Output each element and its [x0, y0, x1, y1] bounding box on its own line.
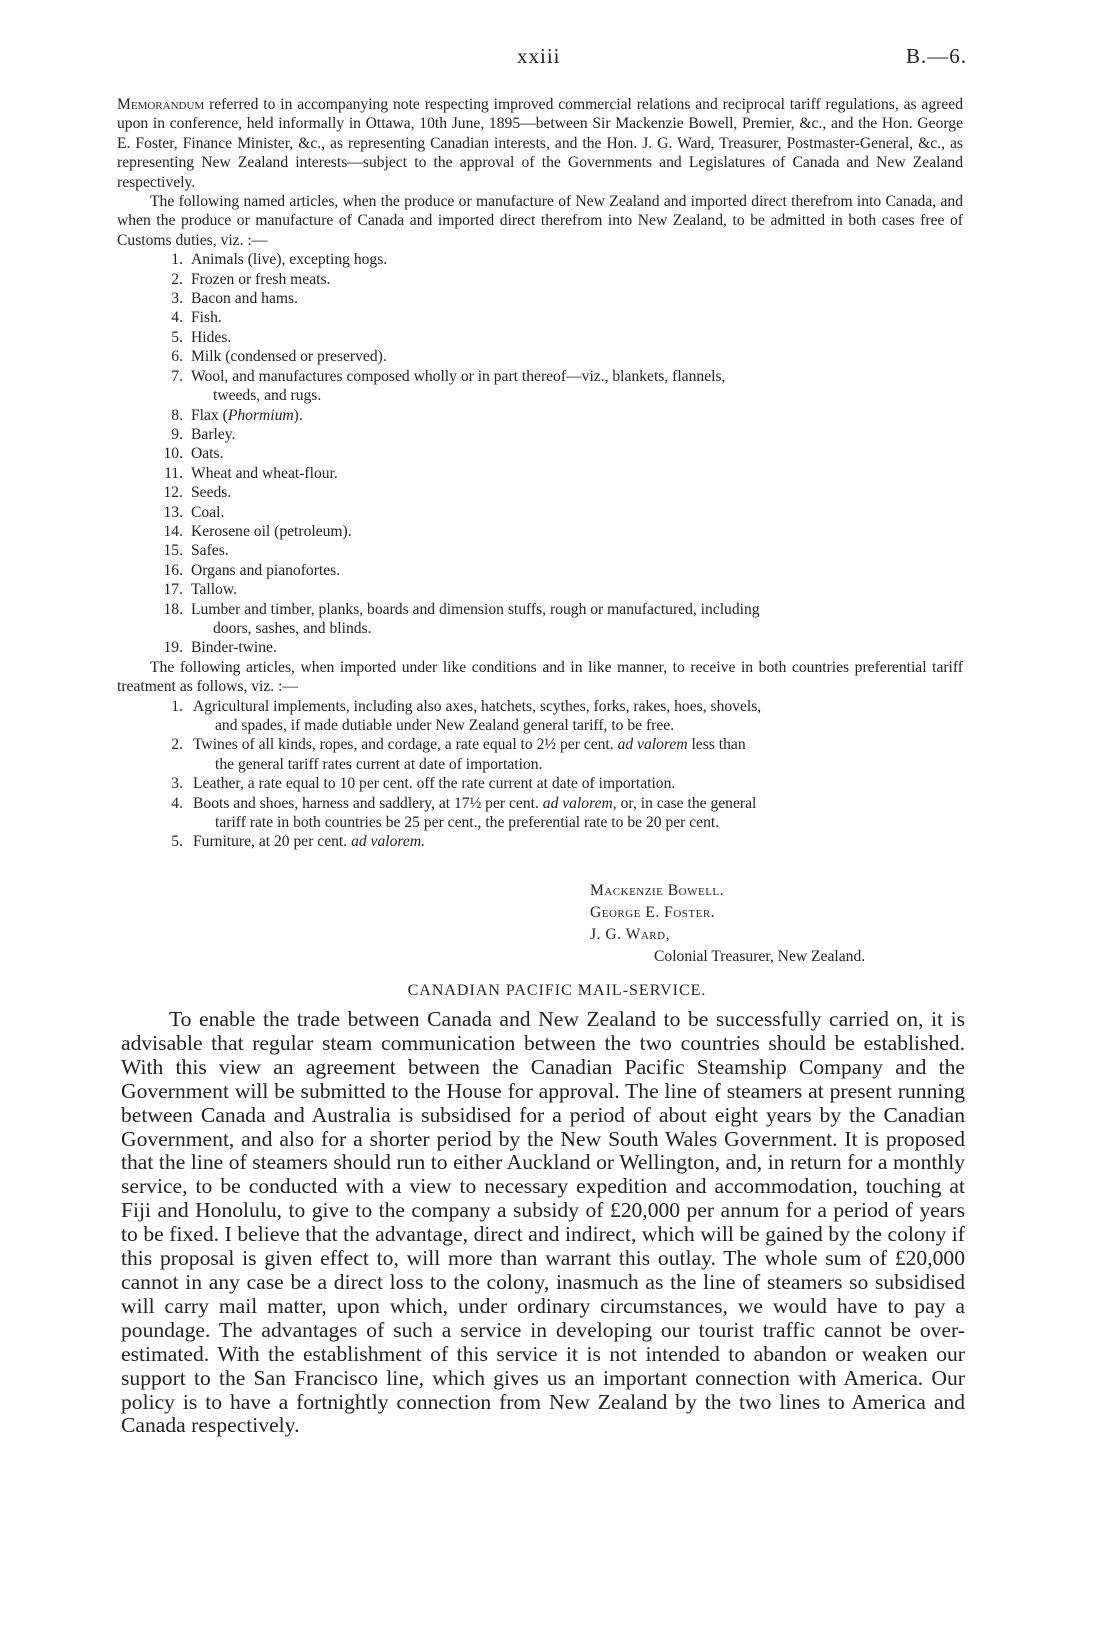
list-item: 5. Hides.	[171, 328, 232, 346]
preferential-articles-list	[117, 697, 963, 852]
list-item: 6. Milk (condensed or preserved).	[171, 348, 387, 366]
free-articles-intro: The following named articles, when the produce or manufacture of New Zealand and imported direct therefrom into Canada, and when the produce or manufacture of Canada and imported direct therefrom into New Zealand, to be admitted in both cases free of Customs duties, viz. :—	[117, 193, 963, 249]
list-item: 3. Bacon and hams.	[171, 290, 298, 308]
section-body	[121, 1008, 965, 1438]
page-number: xxiii	[517, 44, 561, 68]
list-item: 12. Seeds.	[163, 484, 232, 502]
list-item: 4. Fish.	[171, 309, 222, 327]
body-paragraph: To enable the trade between Canada and New Zealand to be successfully carried on, it is advisable that regular steam communication between the two countries should be established. With this view an agreement between the Canadian Pacific Steamship Company and the Government will be submitted to the House for approval. The line of steamers at present running between Canada and Australia is subsidised for a period of about eight years by the Canadian Government, and also for a shorter period by the New South Wales Government. It is proposed that the line of steamers should run to either Auckland or Wellington, and, in return for a monthly service, to be conducted with a view to necessary expedition and accommodation, touching at Fiji and Honolulu, to give to the company a subsidy of £20,000 per annum for a period of years to be fixed. I believe that the advantage, direct and indirect, which will be gained by the colony if this proposal is given effect to, will more than warrant this outlay. The whole sum of £20,000 cannot in any case be a direct loss to the colony, inasmuch as the line of steamers so subsidised will carry mail matter, upon which, under ordinary circumstances, we would have to pay a poundage. The advantages of such a service in developing our tourist traffic cannot be over-estimated. With the establishment of this service it is not intended to abandon or weaken our support to the San Francisco line, which gives us an important connection with America. Our policy is to have a fortnightly connection from New Zealand by the two lines to America and Canada respectively.	[121, 1007, 965, 1438]
preferential-articles-intro: The following articles, when imported under like conditions and in like manner, to receive in both countries preferential tariff treatment as follows, viz. :—	[117, 658, 963, 696]
list-item: 1. Agricultural implements, including also axes, hatchets, scythes, forks, rakes, hoes, shovels, and spades, if made dutiable under New Zealand general tariff, to be free.	[171, 697, 762, 734]
list-item: 10. Oats.	[163, 445, 224, 463]
memo-label: Memorandum	[117, 96, 205, 113]
list-item: 16. Organs and pianofortes.	[163, 561, 341, 579]
page-reference: B.—6.	[905, 44, 967, 68]
list-item: 2. Twines of all kinds, ropes, and cordage, a rate equal to 2½ per cent. ad valorem less than the general tariff rates current at date of importation.	[171, 736, 746, 773]
list-item: 14. Kerosene oil (petroleum).	[163, 522, 352, 540]
list-item: 3. Leather, a rate equal to 10 per cent. off the rate current at date of importation.	[171, 775, 676, 793]
signature-block	[590, 880, 865, 968]
list-item: 19. Binder-twine.	[163, 639, 277, 657]
free-articles-list	[117, 250, 963, 658]
list-item: 7. Wool, and manufactures composed wholly or in part thereof—viz., blankets, flannels, tweeds, and rugs.	[171, 367, 726, 405]
list-item: 1. Animals (live), excepting hogs.	[171, 251, 388, 269]
list-item: 2. Frozen or fresh meats.	[171, 270, 331, 288]
list-item: 4. Boots and shoes, harness and saddlery, at 17½ per cent. ad valorem, or, in case the general tariff rate in both countries be 25 per cent., the preferential rate to be 20 per cent.	[171, 794, 757, 832]
list-item: 13. Coal.	[163, 503, 225, 521]
signature-foster: George E. Foster.	[590, 904, 716, 921]
list-item: 17. Tallow.	[163, 581, 237, 599]
list-item: 8. Flax (Phormium).	[171, 406, 303, 424]
memorandum	[117, 95, 963, 852]
memo-intro: Memorandum referred to in accompanying note respecting improved commercial relations and reciprocal tariff regulations, as agreed upon in conference, held informally in Ottawa, 10th June, 1895—between Sir Mackenzie Bowell, Premier, &c., and the Hon. George E. Foster, Finance Minister, &c., as representing Canadian interests, and the Hon. J. G. Ward, Treasurer, Postmaster-General, &c., as representing New Zealand interests—subject to the approval of the Governments and Legislatures of Canada and New Zealand respectively.	[117, 96, 963, 191]
list-item: 9. Barley.	[171, 425, 236, 443]
signature-ward: J. G. Ward,	[590, 926, 670, 943]
list-item: 11. Wheat and wheat-flour.	[164, 464, 338, 482]
signature-ward-title: Colonial Treasurer, New Zealand.	[654, 948, 866, 965]
list-item: 5. Furniture, at 20 per cent. ad valorem.	[171, 833, 425, 851]
signature-bowell: Mackenzie Bowell.	[590, 882, 725, 899]
list-item: 18. Lumber and timber, planks, boards and dimension stuffs, rough or manufactured, including doors, sashes, and blinds.	[163, 600, 760, 637]
section-heading: CANADIAN PACIFIC MAIL-SERVICE.	[407, 982, 707, 999]
list-item: 15. Safes.	[163, 542, 229, 560]
